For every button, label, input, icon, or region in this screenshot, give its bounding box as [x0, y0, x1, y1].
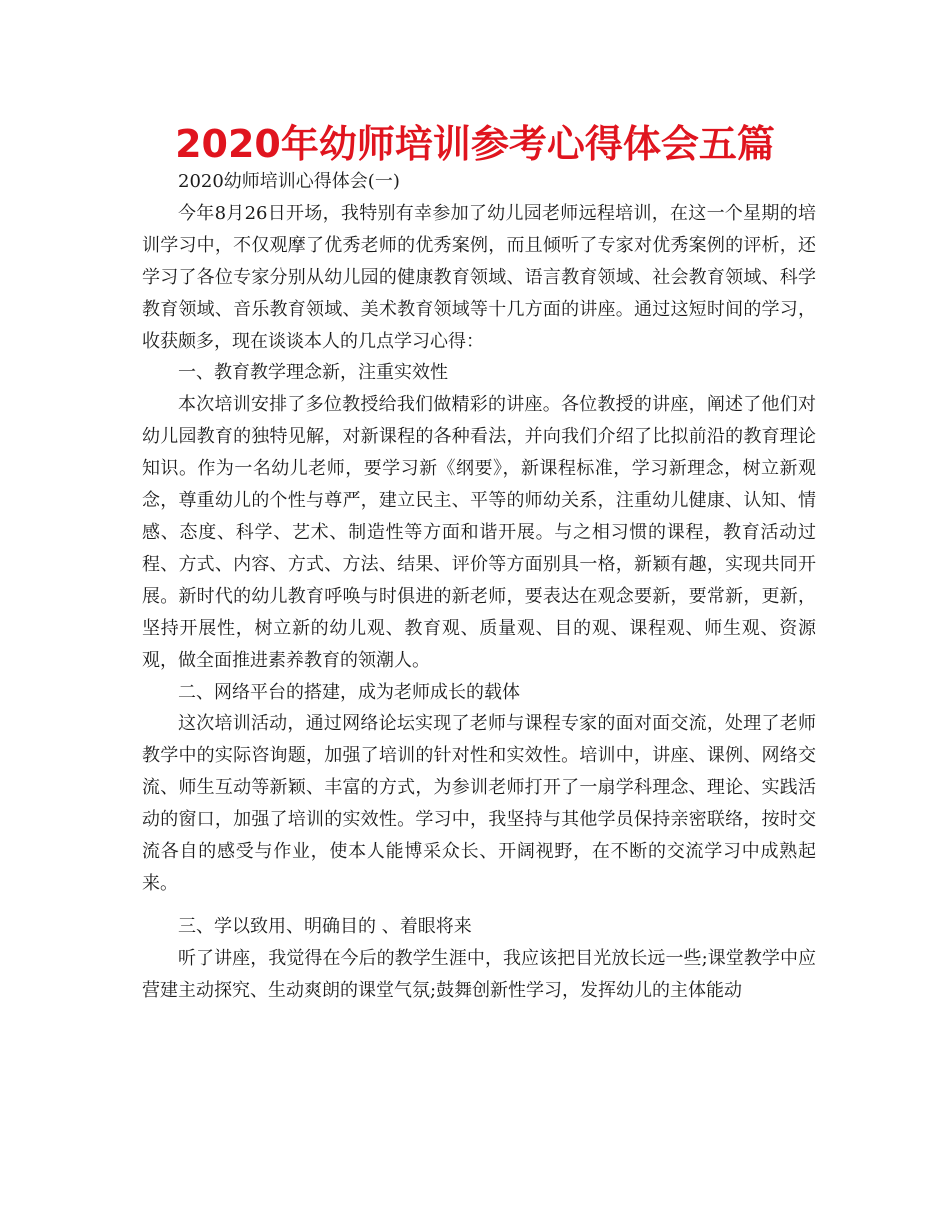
body-paragraph: 今年8月26日开场，我特别有幸参加了幼儿园老师远程培训，在这一个星期的培训学习中，不仅观摩了优秀老师的优秀案例，而且倾听了专家对优秀案例的评析，还学习了各位专家分别从幼儿园的健康教育领域、语言教育领域、社会教育领域、科学教育领域、音乐教育领域、美术教育领域等十几方面的讲座。通过这短时间的学习，收获颇多，现在谈谈本人的几点学习心得： [142, 202, 816, 352]
body-paragraph: 本次培训安排了多位教授给我们做精彩的讲座。各位教授的讲座，阐述了他们对幼儿园教育的独特见解，对新课程的各种看法，并向我们介绍了比拟前沿的教育理论知识。作为一名幼儿老师，要学习新《纲要》，新课程标准，学习新理念，树立新观念，尊重幼儿的个性与尊严，建立民主、平等的师幼关系，注重幼儿健康、认知、情感、态度、科学、艺术、制造性等方面和谐开展。与之相习惯的课程，教育活动过程、方式、内容、方式、方法、结果、评价等方面别具一格，新颖有趣，实现共同开展。新时代的幼儿教育呼唤与时俱进的新老师，要表达在观念要新，要常新，更新，坚持开展性，树立新的幼儿观、教育观、质量观、目的观、课程观、师生观、资源观，做全面推进素养教育的领潮人。 [142, 394, 816, 671]
section-heading: 三、学以致用、明确目的 、着眼将来 [178, 915, 472, 937]
section-heading: 二、网络平台的搭建，成为老师成长的载体 [178, 681, 520, 703]
body-paragraph: 这次培训活动，通过网络论坛实现了老师与课程专家的面对面交流，处理了老师教学中的实际咨询题，加强了培训的针对性和实效性。培训中，讲座、课例、网络交流、师生互动等新颖、丰富的方式，为参训老师打开了一扇学科理念、理论、实践活动的窗口，加强了培训的实效性。学习中，我坚持与其他学员保持亲密联络，按时交流各自的感受与作业，使本人能博采众长、开阔视野，在不断的交流学习中成熟起来。 [142, 713, 816, 894]
section-heading: 2020幼师培训心得体会(一) [178, 171, 400, 192]
section-heading: 一、教育教学理念新，注重实效性 [178, 362, 448, 384]
page-title: 2020年幼师培训参考心得体会五篇 [175, 122, 775, 166]
body-paragraph: 听了讲座，我觉得在今后的教学生涯中，我应该把目光放长远一些;课堂教学中应营建主动探究、生动爽朗的课堂气氛;鼓舞创新性学习，发挥幼儿的主体能动 [142, 947, 816, 1001]
document-body [142, 166, 816, 1007]
